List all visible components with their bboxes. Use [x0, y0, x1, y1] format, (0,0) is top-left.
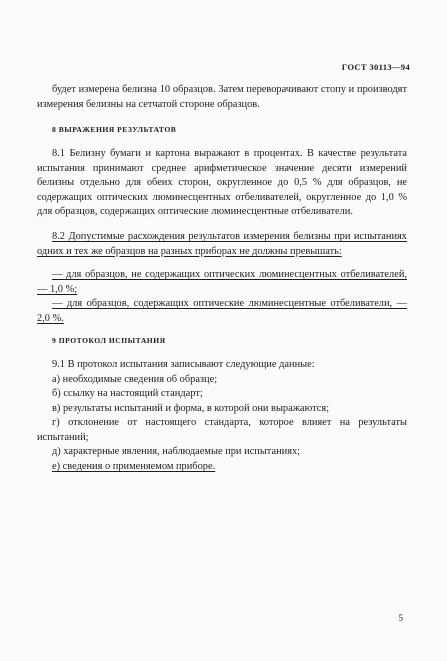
list-item: а) необходимые сведения об образце;: [52, 374, 218, 385]
paragraph-8-1: 8.1 Белизну бумаги и картона выражают в процентах. В качестве результата испытания принимают среднее арифметическое значение десяти измерений белизны отдельно для обеих сторон, округленное до 0,5 % для образцов, не содержащих оптических люминесцентных отбеливателей, округленное до 1,0 % для образцов, содержащих оптические люминесцентные отбеливатели.: [37, 148, 407, 218]
list-item: г) отклонение от настоящего стандарта, которое влияет на результаты испытаний;: [37, 417, 407, 443]
list-item: е) сведения о применяемом приборе.: [52, 461, 216, 472]
paragraph-9-1: 9.1 В протокол испытания записывают следующие данные:: [52, 359, 315, 370]
intro-paragraph: будет измерена белизна 10 образцов. Затем переворачивают стопу и производят измерения белизны на сетчатой стороне образцов.: [37, 84, 407, 110]
list-item: б) ссылку на настоящий стандарт;: [52, 388, 203, 399]
dash-item-1: — для образцов, не содержащих оптических люминесцентных отбеливателей, — 1,0 %;: [37, 269, 407, 295]
dash-item-2: — для образцов, содержащих оптические люминесцентные отбеливатели, — 2,0 %.: [37, 298, 407, 324]
document-header: ГОСТ 30113—94: [341, 62, 410, 72]
list-item: в) результаты испытаний и форма, в которой они выражаются;: [52, 403, 330, 414]
section-8-title: 8 ВЫРАЖЕНИЯ РЕЗУЛЬТАТОВ: [52, 125, 177, 134]
page-number: 5: [398, 613, 403, 623]
section-9-title: 9 ПРОТОКОЛ ИСПЫТАНИЯ: [52, 336, 166, 345]
paragraph-8-2: 8.2 Допустимые расхождения результатов измерения белизны при испытаниях одних и тех же образцов на разных приборах не должны превышать:: [37, 231, 407, 257]
list-item: д) характерные явления, наблюдаемые при испытаниях;: [52, 446, 301, 457]
